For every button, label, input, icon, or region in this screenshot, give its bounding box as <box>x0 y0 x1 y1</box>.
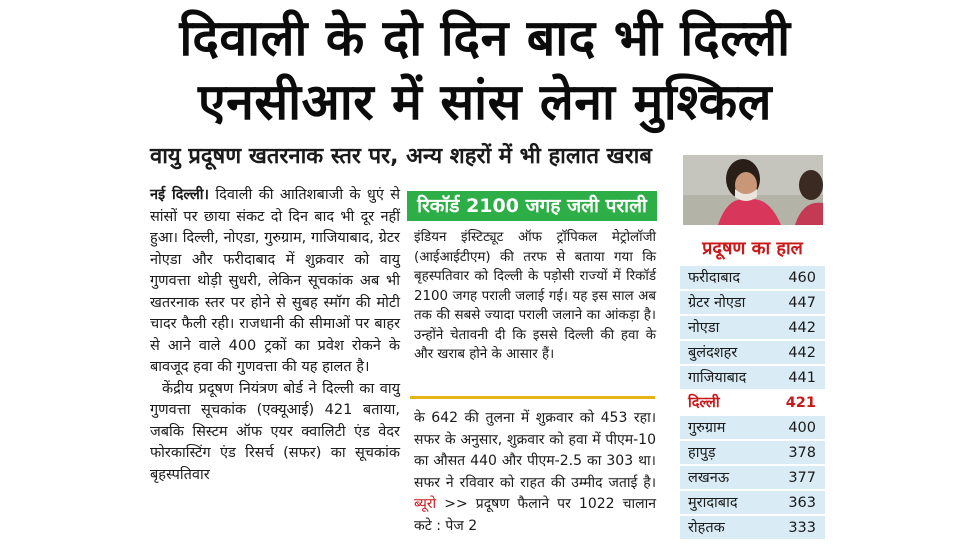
table-row <box>680 466 825 491</box>
city-name: नोएडा <box>688 320 720 336</box>
city-name: रोहतक <box>688 520 725 536</box>
aqi-value: 363 <box>788 495 816 511</box>
stubble-box-body: इंडियन इंस्टिट्यूट ऑफ ट्रॉपिकल मेट्रोलॉजी (आईआईटीएम) की तरफ से बताया गया कि बृहस्पतिवार को दिल्ली के पड़ोसी राज्यों में रिकॉर्ड 2100 जगह पराली जलाई गई। यह इस साल अब तक की सबसे ज्यादा पराली जलाने का आंकड़ा है। उन्होंने चेतावनी दी कि इससे दिल्ली की हवा के और खराब होने के आसार हैं। <box>414 230 656 362</box>
city-name: ग्रेटर नोएडा <box>688 295 746 311</box>
bureau-credit: ब्यूरो <box>414 496 437 512</box>
table-row <box>680 441 825 466</box>
article-paragraph-2: केंद्रीय प्रदूषण नियंत्रण बोर्ड ने दिल्ली का वायु गुणवत्ता सूचकांक (एक्यूआई) 421 बताया, जबकि सिस्टम ऑफ एयर क्वालिटी एंड वेदर फोरकास्टिंग एंड रिसर्च (सफर) का सूचकांक बृहस्पतिवार <box>150 380 400 483</box>
continued-reference: >> प्रदूषण फैलाने पर 1022 चालान कटे : पेज 2 <box>414 496 656 534</box>
table-row <box>680 366 825 391</box>
aqi-value: 378 <box>788 445 816 461</box>
headline-line-1: दिवाली के दो दिन बाद भी दिल्ली <box>179 9 791 67</box>
subheadline: वायु प्रदूषण खतरनाक स्तर पर, अन्य शहरों में भी हालात खराब <box>150 144 652 169</box>
table-row <box>680 516 825 541</box>
table-row <box>680 316 825 341</box>
pollution-table <box>680 266 825 541</box>
smog-photo <box>683 155 823 225</box>
photo-image <box>683 155 823 225</box>
headline-line-2: एनसीआर में सांस लेना मुश्किल <box>197 73 773 131</box>
aqi-value: 447 <box>788 295 816 311</box>
city-name: हापुड़ <box>688 445 716 461</box>
city-name: बुलंदशहर <box>688 345 738 361</box>
city-name: मुरादाबाद <box>688 495 738 511</box>
paragraph-1-text: दिवाली की आतिशबाजी के धुएं से सांसों पर छाया संकट दो दिन बाद भी दूर नहीं हुआ। दिल्ली, नोएडा, गुरुग्राम, गाजियाबाद, ग्रेटर नोएडा और फरीदाबाद में शुक्रवार को वायु गुणवत्ता थोड़ी सुधरी, लेकिन सूचकांक अब भी खतरनाक स्तर पर होने से सुबह स्मॉग की मोटी चादर फैली रही। राजधानी की सीमाओं पर बाहर से आने वाले 400 ट्रकों का प्रवेश रोकने के बावजूद हवा की गुणवत्ता की यह हालत है। <box>150 187 401 375</box>
city-name: गुरुग्राम <box>688 420 726 436</box>
aqi-value: 442 <box>788 320 816 336</box>
city-name: दिल्ली <box>688 395 720 411</box>
article-column-2 <box>414 408 656 537</box>
dateline: नई दिल्ली। <box>150 187 210 203</box>
table-row <box>680 341 825 366</box>
column-2-text: के 642 की तुलना में शुक्रवार को 453 रहा। सफर के अनुसार, शुक्रवार को हवा में पीएम-10 का औसत 440 और पीएम-2.5 का 303 था। सफर ने रविवार को राहत की उम्मीद जताई है। <box>414 410 656 491</box>
table-row <box>680 291 825 316</box>
aqi-value: 421 <box>785 395 816 411</box>
stubble-box-title: रिकॉर्ड 2100 जगह जली पराली <box>407 191 657 221</box>
table-row <box>680 416 825 441</box>
table-row <box>680 491 825 516</box>
pollution-table-title: प्रदूषण का हाल <box>680 232 825 266</box>
aqi-value: 400 <box>788 420 816 436</box>
table-row <box>680 391 825 416</box>
section-divider <box>410 396 655 399</box>
city-name: गाजियाबाद <box>688 370 747 386</box>
aqi-value: 441 <box>788 370 816 386</box>
aqi-value: 377 <box>788 470 816 486</box>
city-name: फरीदाबाद <box>688 270 741 286</box>
aqi-value: 442 <box>788 345 816 361</box>
aqi-value: 333 <box>788 520 816 536</box>
article-paragraph-1 <box>150 185 400 379</box>
table-row <box>680 266 825 291</box>
aqi-value: 460 <box>788 270 816 286</box>
city-name: लखनऊ <box>688 470 730 486</box>
article-column-1 <box>150 185 400 486</box>
